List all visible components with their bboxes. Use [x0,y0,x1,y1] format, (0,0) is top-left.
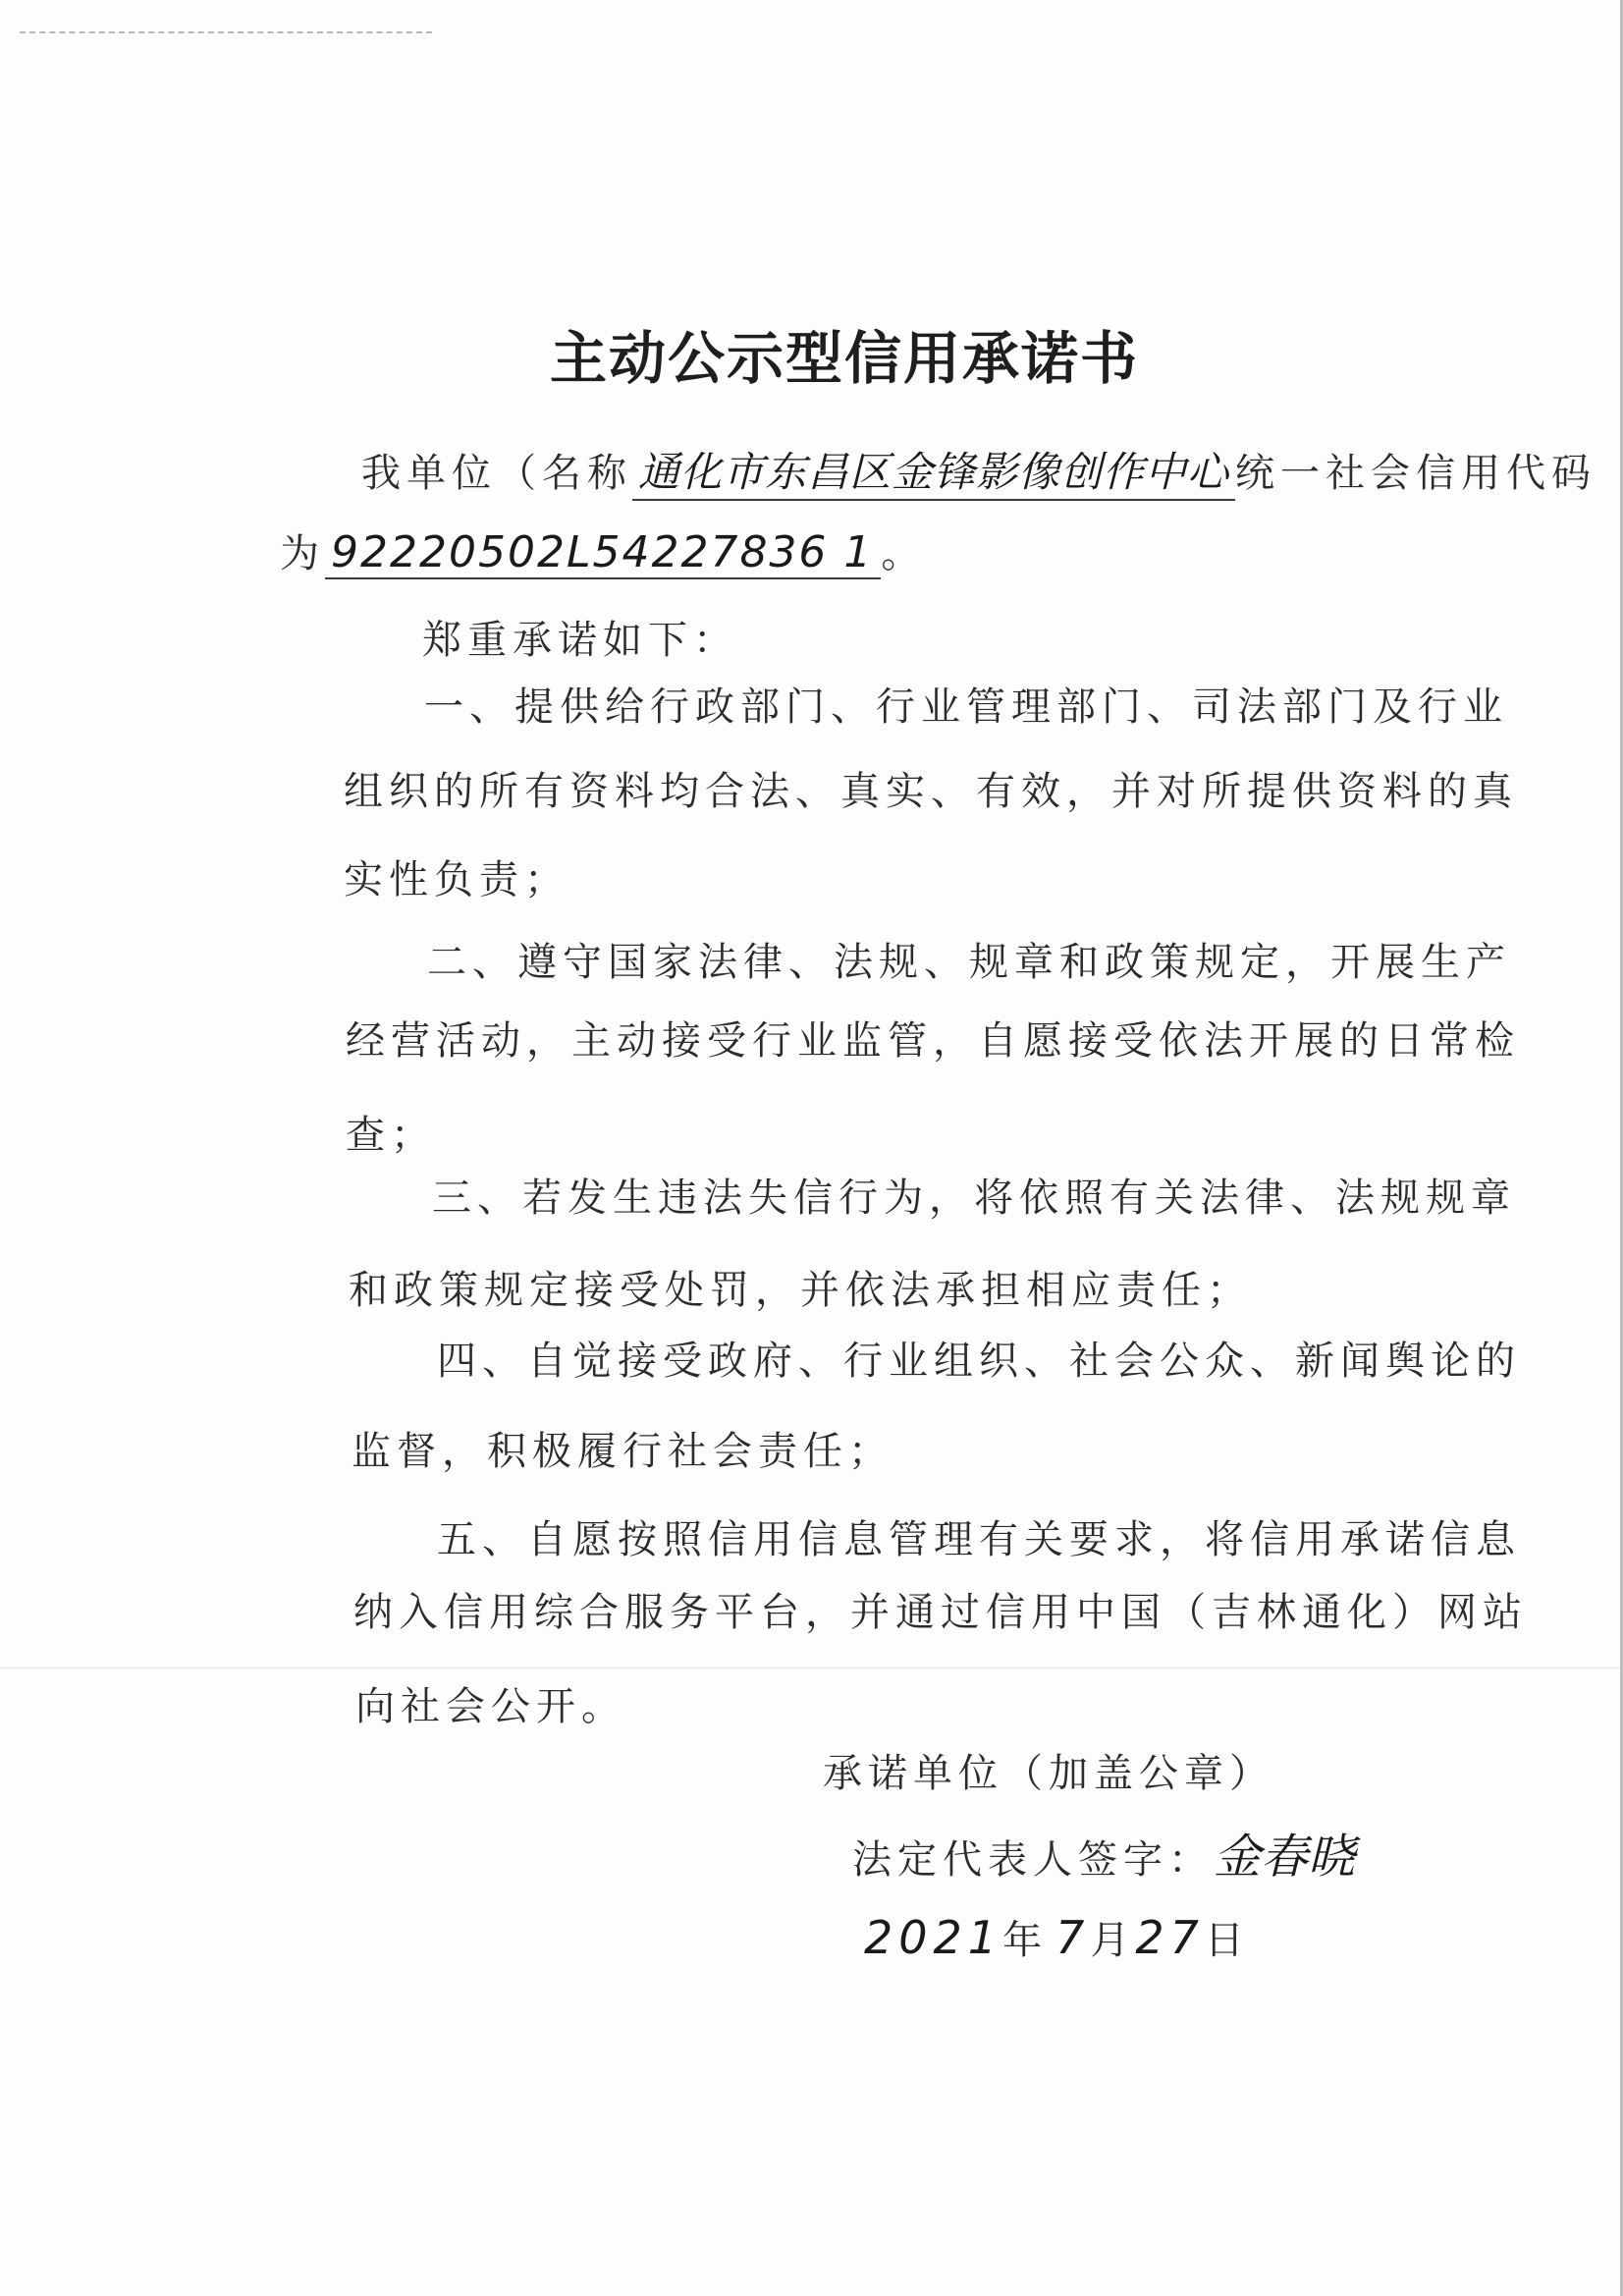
code-prefix: 为 [280,531,325,576]
para-5-line-1: 五、自愿按照信用信息管理有关要求，将信用承诺信息 [437,1517,1521,1562]
para-2-line-3: 查； [346,1113,436,1158]
para-5-line-3: 向社会公开。 [355,1684,626,1729]
scan-artifact-fold [0,1667,1623,1668]
intro-line-1 [361,440,1596,501]
para-4-line-2: 监督，积极履行社会责任； [352,1429,893,1474]
para-1-line-3: 实性负责； [344,857,569,902]
para-2-line-1: 二、遵守国家法律、法规、规章和政策规定，开展生产 [427,940,1511,985]
date-line [864,1909,1250,1965]
intro-prefix: 我单位（名称 [361,451,632,496]
code-suffix: 。 [881,531,927,576]
legal-rep-label: 法定代表人签字： [852,1837,1214,1883]
seal-label: 承诺单位（加盖公章） [823,1751,1274,1796]
para-4-line-1: 四、自觉接受政府、行业组织、社会公众、新闻舆论的 [437,1339,1521,1384]
date-year: 2021 [864,1911,1003,1964]
intro-suffix: 统一社会信用代码 [1235,451,1597,496]
document-title: 主动公示型信用承诺书 [550,325,1140,392]
scan-artifact-top [20,31,432,33]
legal-rep-line [852,1819,1355,1886]
credit-code-field: 92220502L54227836 1 [325,527,881,579]
date-month-char: 月 [1090,1918,1136,1963]
para-3-line-2: 和政策规定接受处罚，并依法承担相应责任； [349,1268,1252,1313]
date-month: 7 [1055,1911,1091,1964]
para-1-line-2: 组织的所有资料均合法、真实、有效，并对所提供资料的真 [344,769,1518,814]
commit-lead: 郑重承诺如下： [422,618,738,663]
para-5-line-2: 纳入信用综合服务平台，并通过信用中国（吉林通化）网站 [353,1590,1528,1635]
unit-name-field: 通化市东昌区金锋影像创作中心 [632,440,1235,501]
date-day: 27 [1135,1911,1205,1964]
para-2-line-2: 经营活动，主动接受行业监管，自愿接受依法开展的日常检 [346,1018,1520,1064]
para-1-line-1: 一、提供给行政部门、行业管理部门、司法部门及行业 [424,684,1508,730]
date-day-char: 日 [1204,1918,1250,1963]
legal-rep-signature: 金春晓 [1214,1830,1356,1885]
para-3-line-1: 三、若发生违法失信行为，将依照有关法律、法规规章 [432,1175,1516,1221]
intro-line-2 [280,522,926,579]
date-year-char: 年 [1002,1918,1049,1963]
